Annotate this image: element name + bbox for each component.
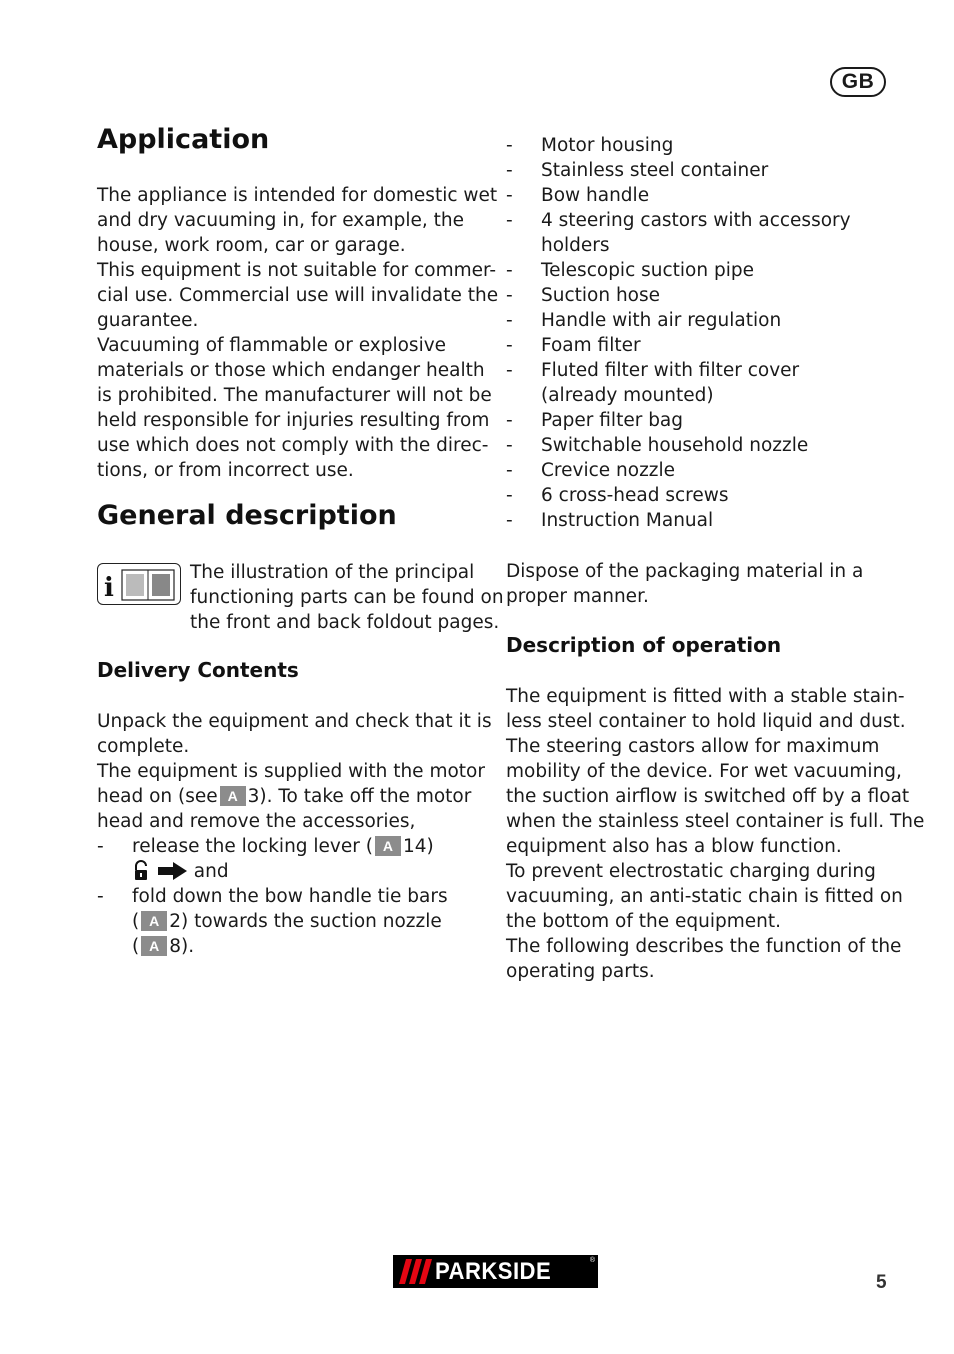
registered-mark: ® [589, 1257, 595, 1264]
component-item: - Telescopic suction pipe [506, 258, 896, 283]
component-label: Switchable household nozzle [541, 435, 809, 456]
component-item: - Switchable household nozzle [506, 433, 896, 458]
component-item: - Handle with air regulation [506, 308, 896, 333]
page-number: 5 [876, 1272, 887, 1293]
list-item: - fold down the bow handle tie bars ( A 2) towards the suction nozzle ( A 8). [97, 886, 448, 957]
operation-line: mobility of the device. For wet vacuuming, [506, 761, 902, 782]
arrow-right-icon [158, 862, 188, 880]
delivery-line: complete. [97, 736, 190, 757]
component-label: 6 cross-head screws [541, 485, 729, 506]
info-line: the front and back foldout pages. [190, 612, 500, 633]
info-line: The illustration of the principal [190, 562, 475, 583]
component-label: Suction hose [541, 285, 661, 306]
component-label: Telescopic suction pipe [541, 260, 754, 281]
component-label: Fluted filter with filter cover [541, 360, 800, 381]
component-label: Foam filter [541, 335, 641, 356]
list-item: - release the locking lever ( A 14) and [97, 836, 434, 882]
component-item: - Paper filter bag [506, 408, 896, 433]
application-line: Vacuuming of flammable or explosive [97, 335, 447, 356]
delivery-line: The equipment is supplied with the motor [97, 761, 485, 782]
component-item: - Suction hose [506, 283, 896, 308]
unlock-icon [132, 860, 152, 882]
application-line: materials or those which endanger health [97, 360, 485, 381]
component-label: Handle with air regulation [541, 310, 782, 331]
delivery-line-head2: head and remove the accessories, [97, 811, 416, 832]
operation-line: equipment also has a blow function. [506, 836, 842, 857]
operation-line: the suction airflow is switched off by a float [506, 786, 910, 807]
brand-name: PARKSIDE [435, 1257, 552, 1285]
operation-title: Description of operation [506, 633, 782, 657]
component-item: - Instruction Manual [506, 508, 896, 533]
component-label: 4 steering castors with accessory [541, 210, 851, 231]
component-label: Crevice nozzle [541, 460, 676, 481]
application-text [97, 183, 499, 483]
operation-line: The equipment is fitted with a stable stain- [506, 686, 905, 707]
figure-ref-tag: A [141, 911, 167, 931]
component-item: - Fluted filter with filter cover (already mounted) [506, 358, 896, 408]
operation-line: less steel container to hold liquid and dust. [506, 711, 906, 732]
component-label: Motor housing [541, 135, 674, 156]
component-item: - 6 cross-head screws [506, 483, 896, 508]
logo-slashes-icon [397, 1255, 433, 1288]
application-line: use which does not comply with the direc- [97, 435, 489, 456]
application-line: cial use. Commercial use will invalidate the [97, 285, 499, 306]
component-label: Stainless steel container [541, 160, 769, 181]
info-line: functioning parts can be found on [190, 587, 504, 608]
operation-line: The following describes the function of the [506, 936, 902, 957]
dispose-line: proper manner. [506, 586, 649, 607]
figure-ref-tag: A [220, 786, 246, 806]
operation-line: The steering castors allow for maximum [506, 736, 880, 757]
component-item: - Bow handle [506, 183, 896, 208]
general-description-title: General description [97, 500, 397, 531]
figure-ref-tag: A [375, 836, 401, 856]
component-label: (already mounted) [541, 385, 714, 406]
dispose-line: Dispose of the packaging material in a [506, 561, 864, 582]
operation-line: the bottom of the equipment. [506, 911, 781, 932]
operation-line: when the stainless steel container is full. The [506, 811, 925, 832]
dispose-text [506, 559, 896, 609]
component-item: - Foam filter [506, 333, 896, 358]
application-line: is prohibited. The manufacturer will not be [97, 385, 492, 406]
delivery-text [97, 709, 492, 959]
application-line: guarantee. [97, 310, 199, 331]
delivery-line-head: head on (see A 3). To take off the motor [97, 786, 472, 807]
component-item: - Motor housing [506, 133, 896, 158]
operation-text [506, 684, 925, 984]
delivery-contents-title: Delivery Contents [97, 658, 299, 682]
operation-line: To prevent electrostatic charging during [506, 861, 876, 882]
delivery-components-list [506, 133, 896, 533]
info-note [190, 560, 504, 635]
application-title: Application [97, 124, 270, 155]
application-line: tions, or from incorrect use. [97, 460, 354, 481]
component-label: Paper filter bag [541, 410, 684, 431]
operation-line: operating parts. [506, 961, 655, 982]
svg-text:i: i [104, 573, 114, 603]
application-line: and dry vacuuming in, for example, the [97, 210, 464, 231]
language-badge: GB [830, 67, 886, 97]
application-line: house, work room, car or garage. [97, 235, 406, 256]
component-item: - 4 steering castors with accessory holders [506, 208, 896, 258]
figure-ref-tag: A [141, 936, 167, 956]
info-manual-icon [97, 563, 181, 605]
component-item: - Stainless steel container [506, 158, 896, 183]
component-label: Instruction Manual [541, 510, 714, 531]
component-label: Bow handle [541, 185, 650, 206]
application-line: held responsible for injuries resulting from [97, 410, 490, 431]
application-line: The appliance is intended for domestic wet [97, 185, 498, 206]
component-label: holders [541, 235, 610, 256]
operation-line: vacuuming, an anti-static chain is fitted on [506, 886, 903, 907]
component-item: - Crevice nozzle [506, 458, 896, 483]
delivery-line: Unpack the equipment and check that it is [97, 711, 492, 732]
application-line: This equipment is not suitable for commer- [97, 260, 497, 281]
parkside-logo [393, 1255, 598, 1288]
